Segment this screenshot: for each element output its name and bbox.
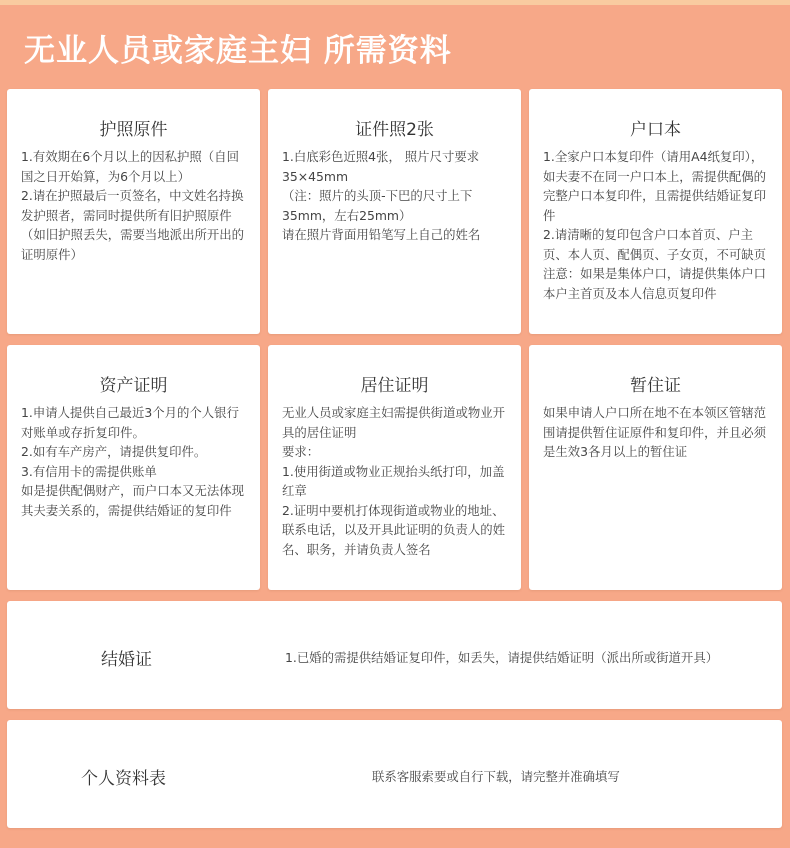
page-title: 无业人员或家庭主妇 所需资料: [24, 33, 452, 69]
card-body: [543, 403, 772, 462]
card-photos: [268, 89, 521, 334]
card-text: 1.已婚的需提供结婚证复印件，如丢失，请提供结婚证明（派出所或街道开具）: [285, 650, 719, 665]
card-line: 1.申请人提供自己最近3个月的个人银行对账单或存折复印件。: [21, 405, 239, 440]
card-body: [543, 147, 772, 303]
card-line: 1.有效期在6个月以上的因私护照（自回国之日开始算，为6个月以上）: [21, 149, 239, 184]
card-title: 户口本: [630, 120, 681, 140]
card-line: 1.全家户口本复印件（请用A4纸复印），如夫妻不在同一户口本上，需提供配偶的完整户口本复印件，且需提供结婚证复印件: [543, 149, 767, 223]
card-title: 护照原件: [99, 120, 168, 140]
card-body: [21, 403, 250, 520]
card-line: 如是提供配偶财产，而户口本又无法体现其夫妻关系的，需提供结婚证的复印件: [21, 483, 245, 518]
card-personal-profile-form: [7, 720, 782, 828]
card-line: 请在照片背面用铅笔写上自己的姓名: [282, 227, 481, 242]
card-title: 居住证明: [360, 376, 429, 396]
card-line: 1.使用街道或物业正规抬头纸打印，加盖红章: [282, 463, 505, 498]
card-line: 2.请在护照最后一页签名，中文姓名持换发护照者，需同时提供所有旧护照原件（如旧护照丢失，需要当地派出所开出的证明原件）: [21, 188, 245, 262]
card-line: （注：照片的头顶-下巴的尺寸上下35mm，左右25mm）: [282, 188, 473, 223]
card-line: 要求：: [282, 444, 320, 459]
card-temporary-residence-permit: [529, 345, 782, 590]
card-line: 2.如有车产房产，请提供复印件。: [21, 444, 207, 459]
card-passport: [7, 89, 260, 334]
card-body: [21, 147, 250, 264]
top-accent-strip: [0, 0, 790, 5]
card-text: 联系客服索要或自行下载，请完整并准确填写: [372, 769, 620, 784]
card-title: 证件照2张: [355, 120, 434, 140]
card-marriage-certificate: [7, 601, 782, 709]
card-household-register: [529, 89, 782, 334]
card-title: 结婚证: [101, 650, 152, 670]
card-asset-proof: [7, 345, 260, 590]
card-title: 暂住证: [630, 376, 681, 396]
card-line: 注意：如果是集体户口，请提供集体户口本户主首页及本人信息页复印件: [543, 266, 767, 301]
card-line: 如果申请人户口所在地不在本领区管辖范围请提供暂住证原件和复印件，并且必须是生效3各月以上的暂住证: [543, 405, 767, 459]
card-line: 无业人员或家庭主妇需提供街道或物业开具的居住证明: [282, 405, 506, 440]
card-residence-proof: [268, 345, 521, 590]
card-line: 1.白底彩色近照4张， 照片尺寸要求35×45mm: [282, 149, 480, 184]
card-title: 个人资料表: [81, 769, 166, 789]
card-line: 2.证明中要机打体现街道或物业的地址、联系电话，以及开具此证明的负责人的姓名、职务，并请负责人签名: [282, 502, 506, 557]
card-body: [282, 403, 511, 559]
card-body: [282, 147, 511, 245]
card-title: 资产证明: [99, 376, 168, 396]
card-line: 2.请清晰的复印包含户口本首页、户主页、本人页、配偶页、子女页，不可缺页: [543, 227, 767, 262]
card-line: 3.有信用卡的需提供账单: [21, 463, 157, 479]
